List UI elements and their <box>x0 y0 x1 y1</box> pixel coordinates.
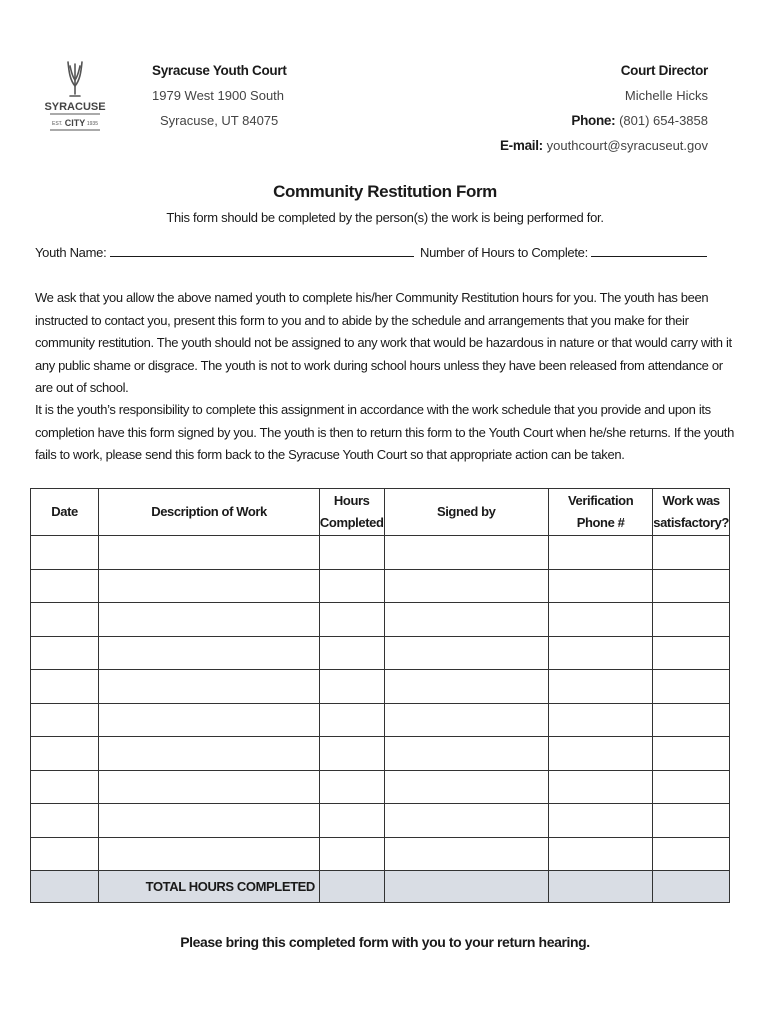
email-label: E-mail: <box>499 138 543 153</box>
signed-by-cell[interactable] <box>384 804 548 838</box>
table-row <box>31 603 730 637</box>
satisfactory-cell[interactable] <box>653 670 730 704</box>
date-cell[interactable] <box>31 770 99 804</box>
form-title: Community Restitution Form <box>273 182 497 201</box>
col-header-signed-by: Signed by <box>384 489 548 536</box>
satisfactory-cell[interactable] <box>653 569 730 603</box>
description-cell[interactable] <box>99 703 320 737</box>
col-header-description: Description of Work <box>99 489 320 536</box>
total-phone-cell <box>548 871 652 903</box>
date-cell[interactable] <box>31 536 99 570</box>
hours-to-complete-label: Number of Hours to Complete: <box>420 245 588 260</box>
verification-phone-cell[interactable] <box>548 636 652 670</box>
col-header-verification-phone: Verification Phone # <box>548 489 652 536</box>
address-line-2: Syracuse, UT 84075 <box>160 113 279 128</box>
signed-by-cell[interactable] <box>384 703 548 737</box>
col-header-satisfactory-line2: satisfactory? <box>653 515 729 530</box>
verification-phone-cell[interactable] <box>548 603 652 637</box>
hours-to-complete-field <box>420 244 707 260</box>
syracuse-city-logo <box>44 56 106 136</box>
form-subtitle: This form should be completed by the person(s) the work is being performed for. <box>166 210 604 225</box>
col-header-hours-line2: Completed <box>319 515 384 530</box>
hours-cell[interactable] <box>319 603 384 637</box>
satisfactory-cell[interactable] <box>653 804 730 838</box>
director-name: Michelle Hicks <box>624 88 708 103</box>
youth-name-field <box>35 244 414 260</box>
verification-phone-cell[interactable] <box>548 703 652 737</box>
date-cell[interactable] <box>31 737 99 771</box>
date-cell[interactable] <box>31 837 99 871</box>
total-signed-cell <box>384 871 548 903</box>
court-address-block <box>152 58 287 133</box>
logo-word-syracuse: SYRACUSE <box>44 101 106 113</box>
verification-phone-cell[interactable] <box>548 737 652 771</box>
satisfactory-cell[interactable] <box>653 603 730 637</box>
total-hours-label: TOTAL HOURS COMPLETED <box>99 871 320 903</box>
description-cell[interactable] <box>99 569 320 603</box>
verification-phone-cell[interactable] <box>548 804 652 838</box>
verification-phone-cell[interactable] <box>548 837 652 871</box>
total-hours-cell[interactable] <box>319 871 384 903</box>
hours-cell[interactable] <box>319 737 384 771</box>
logo-word-city: CITY <box>64 118 86 128</box>
court-name: Syracuse Youth Court <box>152 63 287 78</box>
total-satisfactory-cell <box>653 871 730 903</box>
description-cell[interactable] <box>99 837 320 871</box>
hours-to-complete-input-line[interactable] <box>591 244 707 257</box>
return-hearing-note: Please bring this completed form with you to your return hearing. <box>180 934 590 950</box>
date-cell[interactable] <box>31 636 99 670</box>
table-row <box>31 804 730 838</box>
verification-phone-cell[interactable] <box>548 670 652 704</box>
hours-cell[interactable] <box>319 703 384 737</box>
signed-by-cell[interactable] <box>384 670 548 704</box>
total-row <box>31 871 730 903</box>
total-date-cell <box>31 871 99 903</box>
satisfactory-cell[interactable] <box>653 737 730 771</box>
description-cell[interactable] <box>99 770 320 804</box>
verification-phone-cell[interactable] <box>548 569 652 603</box>
logo-est: EST. <box>52 121 63 127</box>
description-cell[interactable] <box>99 670 320 704</box>
satisfactory-cell[interactable] <box>653 770 730 804</box>
col-header-hours-line1: Hours <box>333 493 370 508</box>
satisfactory-cell[interactable] <box>653 837 730 871</box>
date-cell[interactable] <box>31 703 99 737</box>
logo-year: 1935 <box>86 121 98 127</box>
col-header-date: Date <box>31 489 99 536</box>
director-contact-block <box>500 58 708 158</box>
address-line-1: 1979 West 1900 South <box>152 88 285 103</box>
table-row <box>31 569 730 603</box>
description-cell[interactable] <box>99 804 320 838</box>
signed-by-cell[interactable] <box>384 837 548 871</box>
table-row <box>31 837 730 871</box>
hours-cell[interactable] <box>319 837 384 871</box>
hours-cell[interactable] <box>319 536 384 570</box>
satisfactory-cell[interactable] <box>653 636 730 670</box>
email-address: youthcourt@syracuseut.gov <box>546 138 708 153</box>
phone-number: (801) 654-3858 <box>619 113 708 128</box>
youth-name-label: Youth Name: <box>35 245 107 260</box>
signed-by-cell[interactable] <box>384 536 548 570</box>
verification-phone-cell[interactable] <box>548 770 652 804</box>
description-cell[interactable] <box>99 536 320 570</box>
signed-by-cell[interactable] <box>384 737 548 771</box>
col-header-satisfactory <box>653 489 730 536</box>
table-header-row <box>31 489 730 536</box>
table-row <box>31 670 730 704</box>
table-row <box>31 636 730 670</box>
hours-cell[interactable] <box>319 804 384 838</box>
youth-name-input-line[interactable] <box>110 244 414 257</box>
verification-phone-cell[interactable] <box>548 536 652 570</box>
instructions-paragraph-2: It is the youth’s responsibility to complete this assignment in accordance with the work schedule that you provide and upon its completion have this form signed by you. The youth is then to return this form to the Youth Court when he/she returns. If the youth fails to work, please send this form back to the Syracuse Youth Court so that appropriate action can be taken. <box>35 402 734 462</box>
table-row <box>31 536 730 570</box>
instructions-paragraph-1: We ask that you allow the above named youth to complete his/her Community Restitution hours for you. The youth has been instructed to contact you, present this form to you and to abide by the schedule and arrangements that you make for their community restitution. The youth should not be assigned to any work that would be hazardous in nature or that would carry with it any public shame or disgrace. The youth is not to work during school hours unless they have been released from attendance or are out of school. <box>35 290 732 395</box>
signed-by-cell[interactable] <box>384 603 548 637</box>
satisfactory-cell[interactable] <box>653 703 730 737</box>
work-log-body <box>31 536 730 903</box>
description-cell[interactable] <box>99 603 320 637</box>
signed-by-cell[interactable] <box>384 770 548 804</box>
phone-label: Phone: <box>571 113 616 128</box>
description-cell[interactable] <box>99 636 320 670</box>
col-header-hours <box>319 489 384 536</box>
hours-cell[interactable] <box>319 636 384 670</box>
date-cell[interactable] <box>31 569 99 603</box>
description-cell[interactable] <box>99 737 320 771</box>
hours-cell[interactable] <box>319 770 384 804</box>
work-log-table <box>30 488 730 903</box>
director-title: Court Director <box>620 63 708 78</box>
hours-cell[interactable] <box>319 569 384 603</box>
hours-cell[interactable] <box>319 670 384 704</box>
signed-by-cell[interactable] <box>384 636 548 670</box>
table-row <box>31 703 730 737</box>
date-cell[interactable] <box>31 670 99 704</box>
col-header-satisfactory-line1: Work was <box>662 493 720 508</box>
date-cell[interactable] <box>31 603 99 637</box>
table-row <box>31 737 730 771</box>
date-cell[interactable] <box>31 804 99 838</box>
table-row <box>31 770 730 804</box>
signed-by-cell[interactable] <box>384 569 548 603</box>
satisfactory-cell[interactable] <box>653 536 730 570</box>
